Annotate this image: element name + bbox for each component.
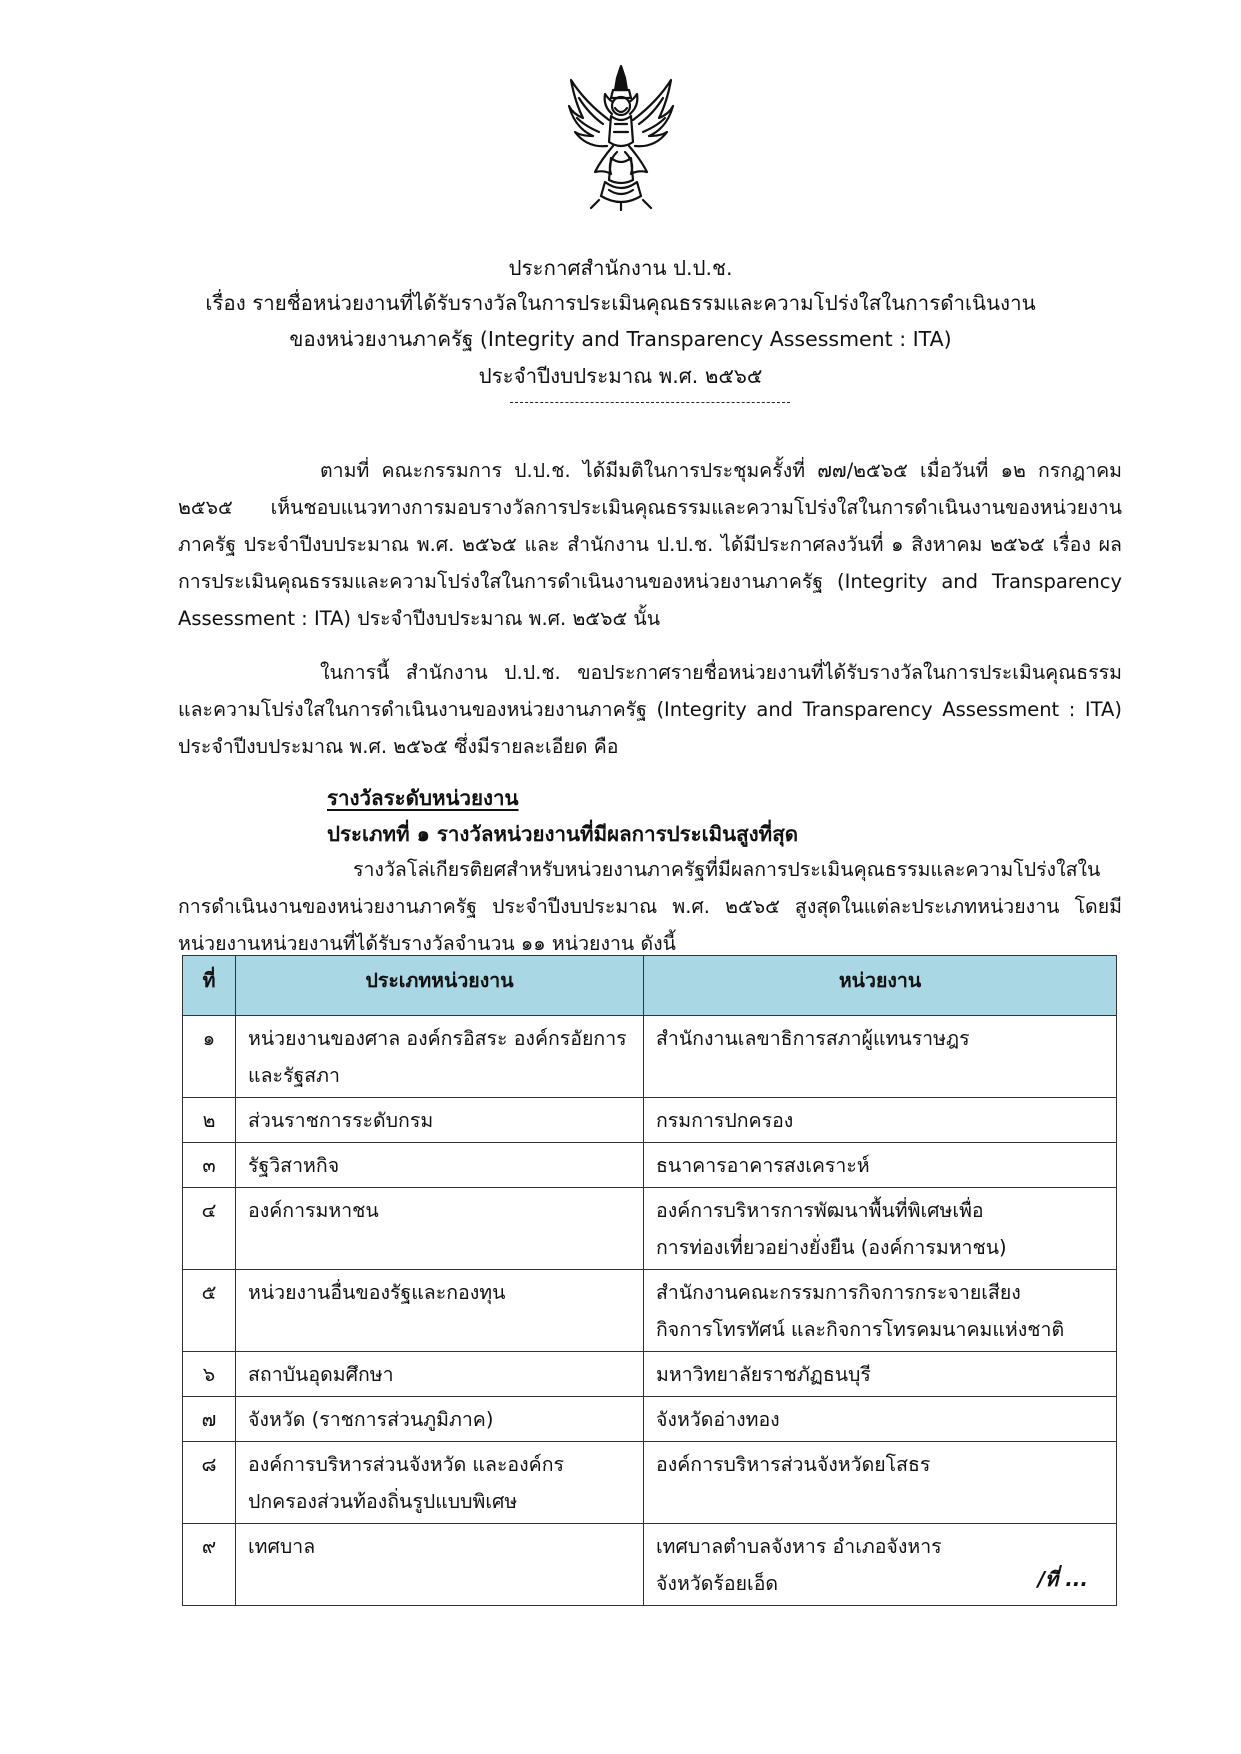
- agency-type-cell: ส่วนราชการระดับกรม: [236, 1098, 644, 1143]
- row-number: ๕: [183, 1270, 236, 1352]
- announcement-paragraph: ในการนี้ สำนักงาน ป.ป.ช. ขอประกาศรายชื่อหน่วยงานที่ได้รับรางวัลในการประเมินคุณธรรมและความโปร่งใสในการดำเนินงานของหน่วยงานภาครัฐ (Integrity and Transparency Assessment : ITA) ประจำปีงบประมาณ พ.ศ. ๒๕๖๕ ซึ่งมีรายละเอียด คือ: [178, 661, 1122, 758]
- award-table: [182, 955, 1117, 1606]
- subject-line-continued: ของหน่วยงานภาครัฐ (Integrity and Transparency Assessment : ITA): [289, 327, 952, 351]
- subject-line: เรื่อง รายชื่อหน่วยงานที่ได้รับรางวัลในการประเมินคุณธรรมและความโปร่งใสในการดำเนินงาน: [205, 291, 1036, 315]
- agency-type-cell: จังหวัด (ราชการส่วนภูมิภาค): [236, 1397, 644, 1442]
- category-title: ประเภทที่ ๑ รางวัลหน่วยงานที่มีผลการประเมินสูงที่สุด: [327, 822, 799, 846]
- agency-name-cell: มหาวิทยาลัยราชภัฏธนบุรี: [644, 1352, 1117, 1397]
- table-row: [183, 1016, 1117, 1098]
- table-row: [183, 1442, 1117, 1524]
- table-row: [183, 1352, 1117, 1397]
- intro-paragraph: ตามที่ คณะกรรมการ ป.ป.ช. ได้มีมติในการประชุมครั้งที่ ๗๗/๒๕๖๕ เมื่อวันที่ ๑๒ กรกฎาคม ๒๕๖๕ เห็นชอบแนวทางการมอบรางวัลการประเมินคุณธรรมและความโปร่งใสในการดำเนินงานของหน่วยงานภาครัฐ ประจำปีงบประมาณ พ.ศ. ๒๕๖๕ และ สำนักงาน ป.ป.ช. ได้มีประกาศลงวันที่ ๑ สิงหาคม ๒๕๖๕ เรื่อง ผลการประเมินคุณธรรมและความโปร่งใสในการดำเนินงานของหน่วยงานภาครัฐ (Integrity and Transparency Assessment : ITA) ประจำปีงบประมาณ พ.ศ. ๒๕๖๕ นั้น: [178, 459, 1122, 630]
- table-row: [183, 1270, 1117, 1352]
- row-number: ๙: [183, 1524, 236, 1606]
- agency-type-cell: องค์การบริหารส่วนจังหวัด และองค์กร ปกครองส่วนท้องถิ่นรูปแบบพิเศษ: [236, 1442, 644, 1524]
- table-header-row: [183, 956, 1117, 1016]
- agency-type-cell: รัฐวิสาหกิจ: [236, 1143, 644, 1188]
- table-row: [183, 1188, 1117, 1270]
- column-header-no: ที่: [183, 956, 236, 1016]
- table-row: [183, 1143, 1117, 1188]
- agency-type-cell: เทศบาล: [236, 1524, 644, 1606]
- agency-name-cell: องค์การบริหารส่วนจังหวัดยโสธร: [644, 1442, 1117, 1524]
- section-title: รางวัลระดับหน่วยงาน: [327, 786, 519, 810]
- row-number: ๖: [183, 1352, 236, 1397]
- garuda-emblem-icon: [565, 62, 677, 212]
- table-row: [183, 1397, 1117, 1442]
- announcement-title: ประกาศสำนักงาน ป.ป.ช.: [508, 256, 733, 280]
- table-row: [183, 1524, 1117, 1606]
- row-number: ๗: [183, 1397, 236, 1442]
- row-number: ๒: [183, 1098, 236, 1143]
- agency-name-cell: ธนาคารอาคารสงเคราะห์: [644, 1143, 1117, 1188]
- agency-name-cell: เทศบาลตำบลจังหาร อำเภอจังหาร จังหวัดร้อยเอ็ด: [644, 1524, 1117, 1606]
- agency-name-cell: องค์การบริหารการพัฒนาพื้นที่พิเศษเพื่อ การท่องเที่ยวอย่างยั่งยืน (องค์การมหาชน): [644, 1188, 1117, 1270]
- agency-name-cell: สำนักงานเลขาธิการสภาผู้แทนราษฎร: [644, 1016, 1117, 1098]
- agency-type-cell: หน่วยงานอื่นของรัฐและกองทุน: [236, 1270, 644, 1352]
- row-number: ๘: [183, 1442, 236, 1524]
- page-continuation-marker: /ที่ ...: [1037, 1567, 1088, 1591]
- column-header-agency: หน่วยงาน: [644, 956, 1117, 1016]
- award-description-paragraph: รางวัลโล่เกียรติยศสำหรับหน่วยงานภาครัฐที่มีผลการประเมินคุณธรรมและความโปร่งใสในการดำเนินงานของหน่วยงานภาครัฐ ประจำปีงบประมาณ พ.ศ. ๒๕๖๕ สูงสุดในแต่ละประเภทหน่วยงาน โดยมีหน่วยงานหน่วยงานที่ได้รับรางวัลจำนวน ๑๑ หน่วยงาน ดังนี้: [178, 858, 1122, 955]
- agency-type-cell: หน่วยงานของศาล องค์กรอิสระ องค์กรอัยการ และรัฐสภา: [236, 1016, 644, 1098]
- agency-type-cell: องค์การมหาชน: [236, 1188, 644, 1270]
- agency-name-cell: จังหวัดอ่างทอง: [644, 1397, 1117, 1442]
- table-row: [183, 1098, 1117, 1143]
- row-number: ๑: [183, 1016, 236, 1098]
- row-number: ๓: [183, 1143, 236, 1188]
- agency-name-cell: สำนักงานคณะกรรมการกิจการกระจายเสียง กิจการโทรทัศน์ และกิจการโทรคมนาคมแห่งชาติ: [644, 1270, 1117, 1352]
- agency-name-cell: กรมการปกครอง: [644, 1098, 1117, 1143]
- dashed-separator: [510, 402, 790, 403]
- column-header-agency-type: ประเภทหน่วยงาน: [236, 956, 644, 1016]
- agency-type-cell: สถาบันอุดมศึกษา: [236, 1352, 644, 1397]
- row-number: ๔: [183, 1188, 236, 1270]
- fiscal-year-line: ประจำปีงบประมาณ พ.ศ. ๒๕๖๕: [478, 364, 763, 388]
